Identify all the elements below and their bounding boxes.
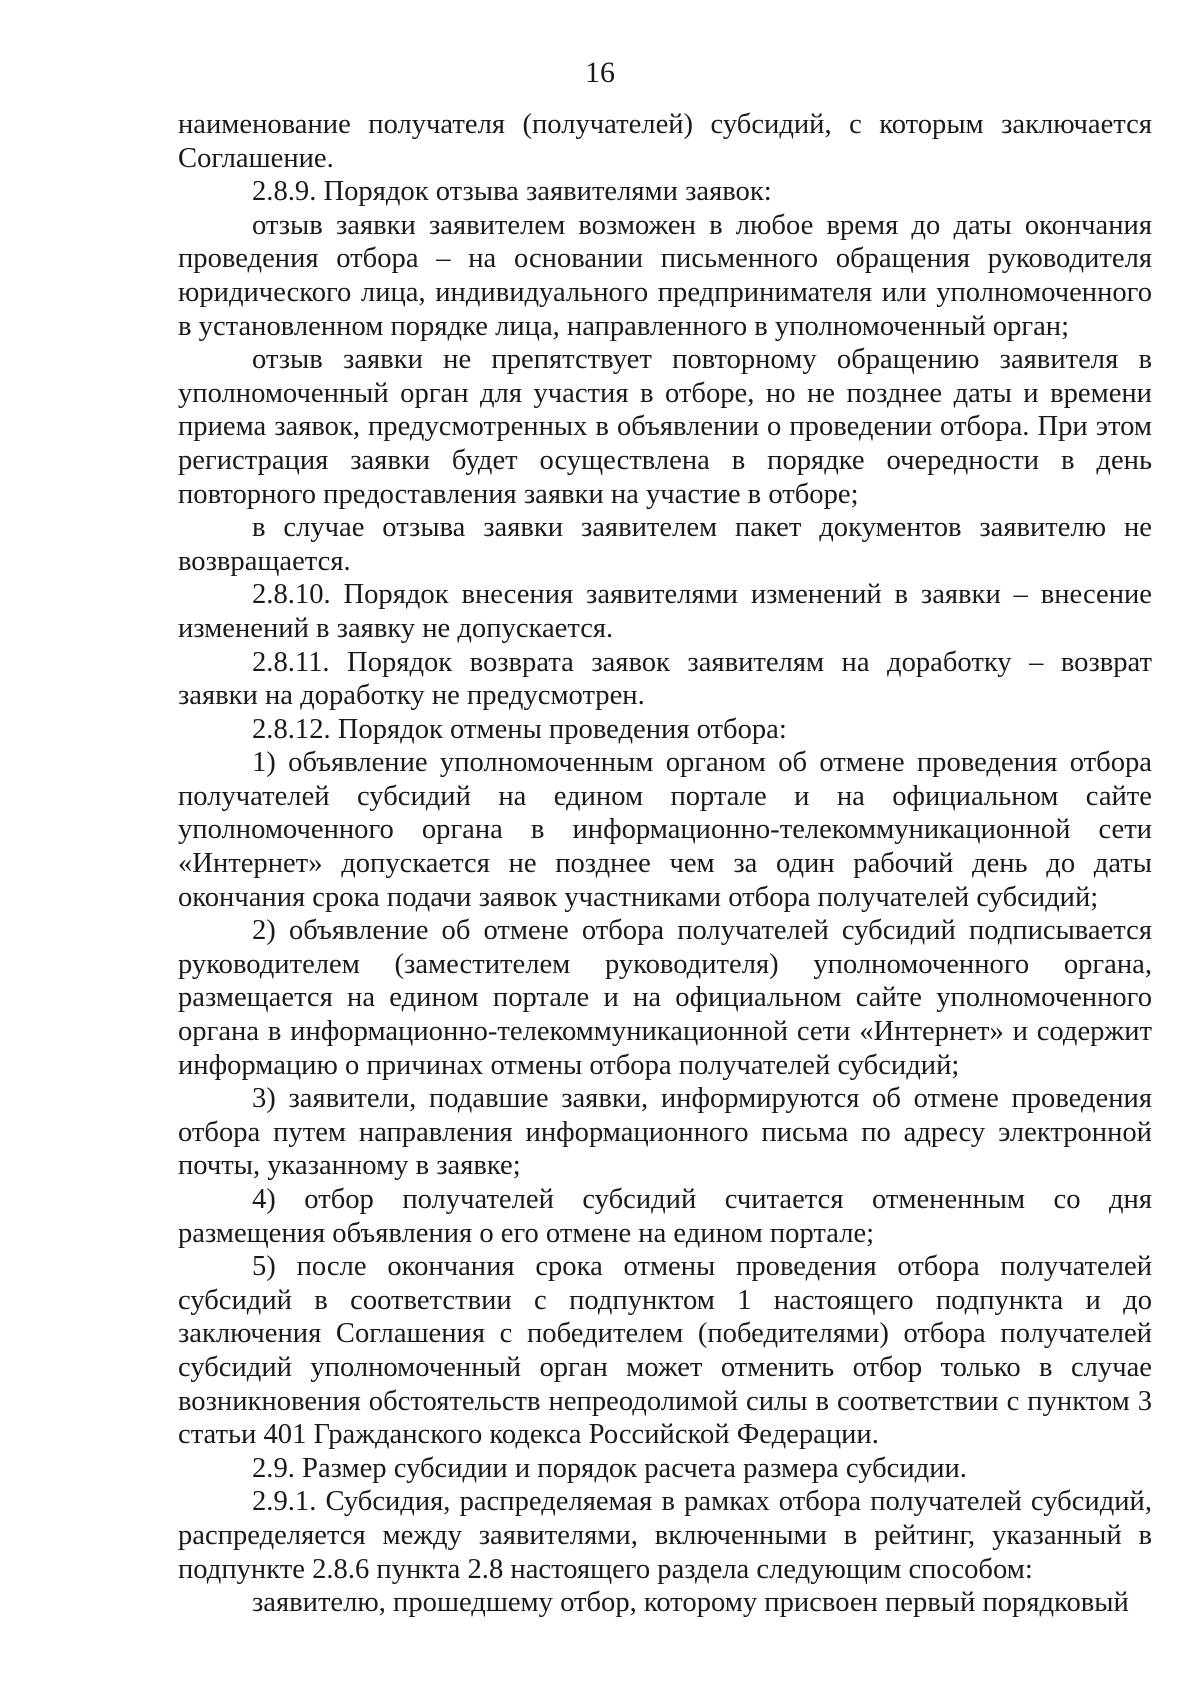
paragraph-cancel-item-5: 5) после окончания срока отмены проведения отбора получателей субсидий в соответствии с подпунктом 1 настоящего подпункта и до заключения Соглашения с победителем (победителями) отбора получателей субсидий уполномоченный орган может отменить отбор только в случае возникновения обстоятельств непреодолимой силы в соответствии с пунктом 3 статьи 401 Гражданского кодекса Российской Федерации. xyxy=(178,1251,1152,1451)
paragraph-2-9-heading: 2.9. Размер субсидии и порядок расчета размера субсидии. xyxy=(252,1452,967,1484)
paragraph-first-rank-applicant: заявителю, прошедшему отбор, которому присвоен первый порядковый xyxy=(252,1587,1129,1619)
paragraph-cancel-item-2: 2) объявление об отмене отбора получателей субсидий подписывается руководителем (заместителем руководителя) уполномоченного органа, размещается на едином портале и на официальном сайте уполномоченного органа в информационно-телекоммуникационной сети «Интернет» и содержит информацию о причинах отмены отбора получателей субсидий; xyxy=(178,915,1152,1081)
paragraph-2-8-12-heading: 2.8.12. Порядок отмены проведения отбора: xyxy=(252,713,787,745)
paragraph-cancel-item-4: 4) отбор получателей субсидий считается отмененным со дня размещения объявления о его отмене на едином портале; xyxy=(178,1184,1152,1249)
paragraph-2-9-1: 2.9.1. Субсидия, распределяемая в рамках отбора получателей субсидий, распределяется между заявителями, включенными в рейтинг, указанный в подпункте 2.8.6 пункта 2.8 настоящего раздела следующим способом: xyxy=(178,1486,1152,1585)
paragraph-recipient-name: наименование получателя (получателей) субсидий, с которым заключается Соглашение. xyxy=(178,109,1152,174)
paragraph-2-8-10: 2.8.10. Порядок внесения заявителями изменений в заявки – внесение изменений в заявку не допускается. xyxy=(178,579,1152,644)
paragraph-documents-not-returned: в случае отзыва заявки заявителем пакет документов заявителю не возвращается. xyxy=(178,512,1152,577)
document-body xyxy=(178,108,1152,1620)
paragraph-2-8-9-heading: 2.8.9. Порядок отзыва заявителями заявок: xyxy=(252,176,772,208)
paragraph-cancel-item-1: 1) объявление уполномоченным органом об отмене проведения отбора получателей субсидий на едином портале и на официальном сайте уполномоченного органа в информационно-телекоммуникационной сети «Интернет» допускается не позднее чем за один рабочий день до даты окончания срока подачи заявок участниками отбора получателей субсидий; xyxy=(178,747,1152,913)
paragraph-2-8-11: 2.8.11. Порядок возврата заявок заявителям на доработку – возврат заявки на доработку не предусмотрен. xyxy=(178,646,1152,712)
page-number: 16 xyxy=(585,56,615,89)
paragraph-withdrawal-anytime: отзыв заявки заявителем возможен в любое время до даты окончания проведения отбора – на основании письменного обращения руководителя юридического лица, индивидуального предпринимателя или уполномоченного в установленном порядке лица, направленного в уполномоченный орган; xyxy=(178,209,1152,342)
paragraph-withdrawal-reapply: отзыв заявки не препятствует повторному обращению заявителя в уполномоченный орган для участия в отборе, но не позднее даты и времени приема заявок, предусмотренных в объявлении о проведении отбора. При этом регистрация заявки будет осуществлена в порядке очередности в день повторного предоставления заявки на участие в отборе; xyxy=(178,344,1152,510)
paragraph-cancel-item-3: 3) заявители, подавшие заявки, информируются об отмене проведения отбора путем направления информационного письма по адресу электронной почты, указанному в заявке; xyxy=(178,1083,1152,1182)
